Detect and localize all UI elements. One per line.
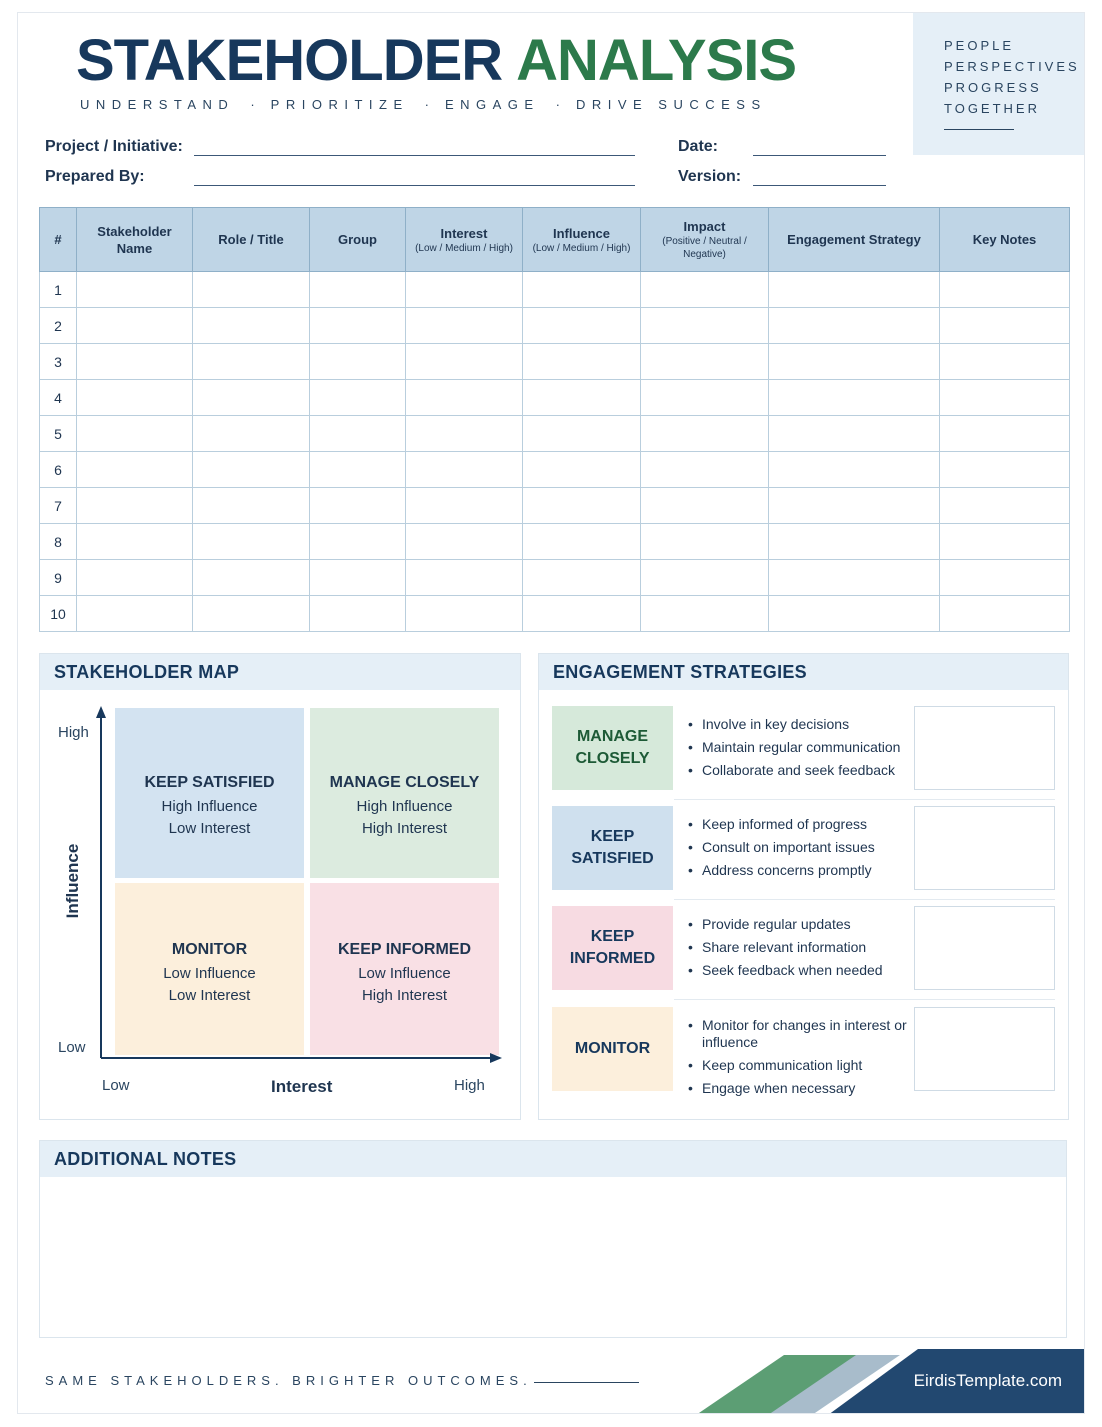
strategy-notes-box[interactable] xyxy=(914,706,1055,790)
table-cell[interactable] xyxy=(641,452,769,488)
table-cell[interactable] xyxy=(310,596,406,632)
strategy-badge-line: INFORMED xyxy=(569,950,656,967)
table-cell[interactable] xyxy=(641,272,769,308)
table-cell[interactable] xyxy=(769,488,940,524)
table-cell[interactable] xyxy=(310,524,406,560)
row-number: 7 xyxy=(40,488,77,524)
row-number: 2 xyxy=(40,308,77,344)
title-part-2: ANALYSIS xyxy=(516,28,797,93)
table-cell[interactable] xyxy=(523,596,641,632)
quadrant-title: MANAGE CLOSELY xyxy=(329,774,480,791)
column-header-group: Group xyxy=(310,208,406,272)
table-cell[interactable] xyxy=(77,524,193,560)
strategy-row xyxy=(552,806,1055,892)
table-cell[interactable] xyxy=(523,524,641,560)
strategy-badge-line: KEEP xyxy=(590,828,635,845)
strategy-item: • Monitor for changes in interest or influence xyxy=(687,1017,912,1051)
table-cell[interactable] xyxy=(523,452,641,488)
table-cell[interactable] xyxy=(406,488,523,524)
table-cell[interactable] xyxy=(940,488,1070,524)
quadrant-title: KEEP INFORMED xyxy=(337,941,472,958)
strategy-item: • Consult on important issues xyxy=(687,839,912,856)
strategy-badge xyxy=(552,1007,673,1091)
table-cell[interactable] xyxy=(940,524,1070,560)
table-cell[interactable] xyxy=(940,308,1070,344)
table-cell[interactable] xyxy=(193,380,310,416)
table-cell[interactable] xyxy=(193,560,310,596)
table-row xyxy=(40,344,1070,380)
strategy-badge xyxy=(552,706,673,790)
x-axis-low: Low xyxy=(102,1077,130,1094)
table-cell[interactable] xyxy=(769,272,940,308)
table-row xyxy=(40,416,1070,452)
tagline-word: UNDERSTAND xyxy=(80,97,235,112)
table-cell[interactable] xyxy=(193,344,310,380)
strategy-item: • Address concerns promptly xyxy=(687,862,912,879)
table-cell[interactable] xyxy=(641,344,769,380)
table-cell[interactable] xyxy=(769,452,940,488)
strategy-badge-line: CLOSELY xyxy=(575,750,650,767)
table-cell[interactable] xyxy=(769,416,940,452)
table-cell[interactable] xyxy=(77,272,193,308)
table-cell[interactable] xyxy=(310,560,406,596)
table-cell[interactable] xyxy=(940,452,1070,488)
additional-notes-area[interactable] xyxy=(40,1177,1066,1337)
table-cell[interactable] xyxy=(940,596,1070,632)
quadrant-line: High Interest xyxy=(361,820,448,837)
table-row xyxy=(40,560,1070,596)
row-number: 8 xyxy=(40,524,77,560)
table-cell[interactable] xyxy=(193,524,310,560)
row-number: 3 xyxy=(40,344,77,380)
motto-line: PERSPECTIVES xyxy=(944,59,1080,74)
additional-notes-panel xyxy=(39,1140,1067,1338)
row-number: 6 xyxy=(40,452,77,488)
table-cell[interactable] xyxy=(769,596,940,632)
table-cell[interactable] xyxy=(769,380,940,416)
row-number: 1 xyxy=(40,272,77,308)
strategy-badge-line: SATISFIED xyxy=(571,850,654,867)
table-row xyxy=(40,488,1070,524)
table-cell[interactable] xyxy=(193,416,310,452)
table-cell[interactable] xyxy=(406,416,523,452)
tagline-separator: · xyxy=(424,97,429,112)
table-header-row xyxy=(40,208,1070,272)
motto-line: PROGRESS xyxy=(944,80,1042,95)
page-title xyxy=(76,27,796,94)
map-axes xyxy=(40,654,520,1119)
row-number: 9 xyxy=(40,560,77,596)
column-header-influence: Influence (Low / Medium / High) xyxy=(523,208,641,272)
strategy-notes-box[interactable] xyxy=(914,806,1055,890)
table-cell[interactable] xyxy=(77,488,193,524)
table-cell[interactable] xyxy=(406,560,523,596)
column-header-interest: Interest (Low / Medium / High) xyxy=(406,208,523,272)
table-cell[interactable] xyxy=(769,308,940,344)
table-cell[interactable] xyxy=(193,452,310,488)
prepared-by-field[interactable] xyxy=(194,185,635,186)
table-cell[interactable] xyxy=(523,488,641,524)
table-cell[interactable] xyxy=(641,524,769,560)
table-cell[interactable] xyxy=(406,308,523,344)
row-number: 5 xyxy=(40,416,77,452)
table-cell[interactable] xyxy=(641,596,769,632)
project-field[interactable] xyxy=(194,155,635,156)
table-cell[interactable] xyxy=(406,272,523,308)
y-axis-arrow-icon xyxy=(96,706,106,718)
strategy-item: • Provide regular updates xyxy=(687,916,912,933)
engagement-strategies-panel xyxy=(538,653,1069,1120)
stakeholder-map-panel xyxy=(39,653,521,1120)
table-cell[interactable] xyxy=(193,596,310,632)
strategy-divider xyxy=(674,899,1055,900)
table-row xyxy=(40,452,1070,488)
engagement-strategies-title: ENGAGEMENT STRATEGIES xyxy=(539,654,1068,690)
table-cell[interactable] xyxy=(406,380,523,416)
strategy-row xyxy=(552,1007,1055,1096)
quadrant-title: KEEP SATISFIED xyxy=(144,774,275,791)
strategy-item: • Involve in key decisions xyxy=(687,716,912,733)
table-row xyxy=(40,380,1070,416)
table-cell[interactable] xyxy=(523,272,641,308)
quadrant-line: Low Interest xyxy=(168,820,251,837)
tagline-word: ENGAGE xyxy=(444,97,540,112)
footer-rule xyxy=(534,1382,639,1383)
table-cell[interactable] xyxy=(77,308,193,344)
prepared-by-label: Prepared By: xyxy=(45,168,145,185)
y-axis-low: Low xyxy=(58,1039,86,1056)
table-row xyxy=(40,272,1070,308)
strategy-badge xyxy=(552,806,673,890)
row-number: 10 xyxy=(40,596,77,632)
x-axis-arrow-icon xyxy=(490,1053,502,1063)
strategy-list xyxy=(687,816,912,885)
table-cell[interactable] xyxy=(406,596,523,632)
table-cell[interactable] xyxy=(310,380,406,416)
table-cell[interactable] xyxy=(77,380,193,416)
strategy-list xyxy=(687,1017,912,1103)
footer-url[interactable]: EirdisTemplate.com xyxy=(913,1371,1062,1390)
quadrant-line: High Interest xyxy=(361,987,448,1004)
table-cell[interactable] xyxy=(641,560,769,596)
motto-line: PEOPLE xyxy=(944,38,1015,53)
title-part-1: STAKEHOLDER xyxy=(76,28,503,93)
stakeholder-table xyxy=(39,207,1070,632)
table-cell[interactable] xyxy=(193,272,310,308)
column-header-stakeholder-name: Stakeholder Name xyxy=(77,208,193,272)
stakeholder-map-title: STAKEHOLDER MAP xyxy=(40,654,520,690)
table-cell[interactable] xyxy=(310,308,406,344)
table-cell[interactable] xyxy=(310,272,406,308)
strategy-badge-line: MONITOR xyxy=(574,1040,651,1057)
table-cell[interactable] xyxy=(940,560,1070,596)
table-row xyxy=(40,524,1070,560)
table-cell[interactable] xyxy=(77,452,193,488)
table-cell[interactable] xyxy=(406,344,523,380)
table-cell[interactable] xyxy=(641,308,769,344)
table-cell[interactable] xyxy=(406,452,523,488)
strategy-item: • Engage when necessary xyxy=(687,1080,912,1097)
strategy-divider xyxy=(674,799,1055,800)
date-field[interactable] xyxy=(753,155,886,156)
footer-brand xyxy=(678,1349,1085,1414)
table-cell[interactable] xyxy=(940,272,1070,308)
column-header-engagement-strategy: Engagement Strategy xyxy=(769,208,940,272)
strategy-item: • Keep communication light xyxy=(687,1057,912,1074)
strategy-notes-box[interactable] xyxy=(914,906,1055,990)
motto-line: TOGETHER xyxy=(944,101,1040,116)
y-axis-high: High xyxy=(58,724,89,741)
table-cell[interactable] xyxy=(940,344,1070,380)
table-cell[interactable] xyxy=(523,560,641,596)
column-header-role: Role / Title xyxy=(193,208,310,272)
table-cell[interactable] xyxy=(193,488,310,524)
table-cell[interactable] xyxy=(641,380,769,416)
table-cell[interactable] xyxy=(641,416,769,452)
table-cell[interactable] xyxy=(769,344,940,380)
date-label: Date: xyxy=(678,138,719,155)
table-cell[interactable] xyxy=(523,416,641,452)
column-header-key-notes: Key Notes xyxy=(940,208,1070,272)
table-cell[interactable] xyxy=(523,380,641,416)
column-header-number: # xyxy=(40,208,77,272)
tagline xyxy=(80,97,767,112)
table-row xyxy=(40,308,1070,344)
table-cell[interactable] xyxy=(641,488,769,524)
strategy-row xyxy=(552,906,1055,992)
table-cell[interactable] xyxy=(406,524,523,560)
quadrant-line: Low Influence xyxy=(358,965,451,982)
table-cell[interactable] xyxy=(77,596,193,632)
tagline-word: PRIORITIZE xyxy=(270,97,409,112)
quadrant-line: High Influence xyxy=(161,798,258,815)
table-cell[interactable] xyxy=(77,416,193,452)
quadrant-line: Low Interest xyxy=(168,987,251,1004)
strategy-list xyxy=(687,916,912,985)
quadrant-line: Low Influence xyxy=(163,965,256,982)
table-cell[interactable] xyxy=(310,452,406,488)
version-label: Version: xyxy=(678,168,742,185)
strategy-list xyxy=(687,716,912,785)
strategy-row xyxy=(552,706,1055,792)
quadrant-line: High Influence xyxy=(356,798,453,815)
stakeholder-analysis-sheet xyxy=(17,12,1085,1414)
strategy-item: • Keep informed of progress xyxy=(687,816,912,833)
motto-rule xyxy=(944,129,1014,130)
table-cell[interactable] xyxy=(940,416,1070,452)
strategy-item: • Seek feedback when needed xyxy=(687,962,912,979)
strategy-badge-line: MANAGE xyxy=(576,728,649,745)
strategy-item: • Collaborate and seek feedback xyxy=(687,762,912,779)
table-cell[interactable] xyxy=(940,380,1070,416)
motto-box xyxy=(913,13,1085,155)
table-cell[interactable] xyxy=(523,344,641,380)
strategy-item: • Share relevant information xyxy=(687,939,912,956)
table-cell[interactable] xyxy=(77,344,193,380)
table-cell[interactable] xyxy=(310,344,406,380)
x-axis-title: Interest xyxy=(271,1077,333,1096)
tagline-separator: · xyxy=(250,97,255,112)
table-cell[interactable] xyxy=(193,308,310,344)
table-cell[interactable] xyxy=(77,560,193,596)
table-cell[interactable] xyxy=(523,308,641,344)
strategy-notes-box[interactable] xyxy=(914,1007,1055,1091)
tagline-separator: · xyxy=(555,97,560,112)
version-field[interactable] xyxy=(753,185,886,186)
x-axis-high: High xyxy=(454,1077,485,1094)
table-cell[interactable] xyxy=(769,560,940,596)
additional-notes-title: ADDITIONAL NOTES xyxy=(40,1141,1066,1177)
strategy-badge xyxy=(552,906,673,990)
table-cell[interactable] xyxy=(769,524,940,560)
strategy-item: • Maintain regular communication xyxy=(687,739,912,756)
column-header-impact: Impact (Positive / Neutral / Negative) xyxy=(641,208,769,272)
strategy-badge-line: KEEP xyxy=(590,928,635,945)
footer-slogan: SAME STAKEHOLDERS. BRIGHTER OUTCOMES. xyxy=(45,1373,532,1388)
strategy-divider xyxy=(674,999,1055,1000)
tagline-word: DRIVE SUCCESS xyxy=(575,97,767,112)
y-axis-title: Influence xyxy=(63,843,82,919)
table-cell[interactable] xyxy=(310,416,406,452)
table-row xyxy=(40,596,1070,632)
quadrant-title: MONITOR xyxy=(171,941,248,958)
row-number: 4 xyxy=(40,380,77,416)
project-label: Project / Initiative: xyxy=(45,138,183,155)
table-cell[interactable] xyxy=(310,488,406,524)
